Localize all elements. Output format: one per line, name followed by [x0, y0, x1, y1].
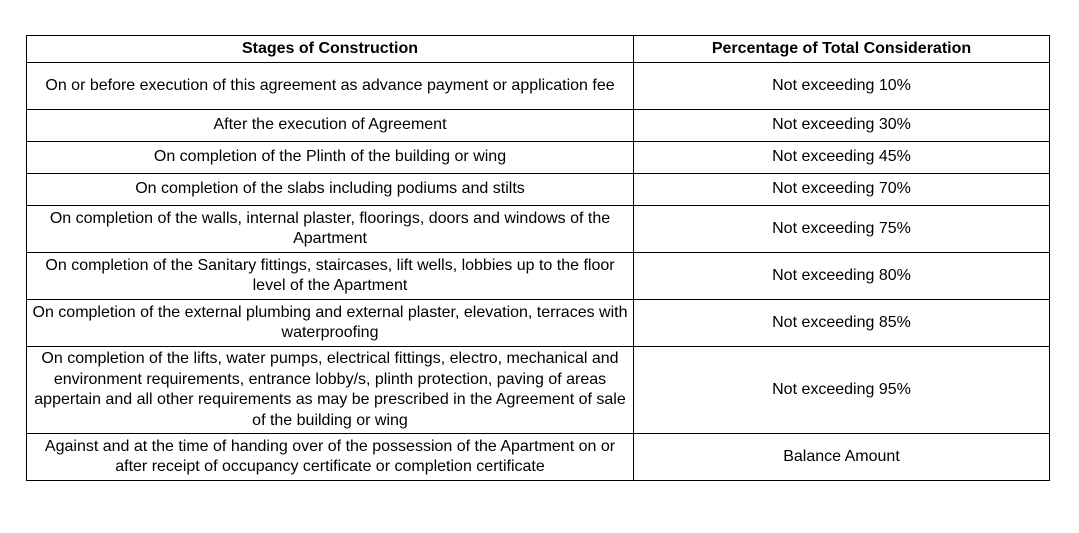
stage-cell: Against and at the time of handing over of the possession of the Apartment on or after receipt of occupancy certificate or completion certificate: [27, 434, 634, 481]
percentage-cell: Not exceeding 10%: [634, 63, 1050, 110]
table-row: [27, 253, 1050, 300]
payment-schedule-table: [26, 35, 1050, 481]
stage-cell: On completion of the Plinth of the building or wing: [27, 142, 634, 174]
percentage-cell: Not exceeding 30%: [634, 110, 1050, 142]
percentage-cell: Balance Amount: [634, 434, 1050, 481]
stage-cell: On or before execution of this agreement as advance payment or application fee: [27, 63, 634, 110]
table-row: [27, 174, 1050, 206]
stage-cell: On completion of the lifts, water pumps, electrical fittings, electro, mechanical and environment requirements, entrance lobby/s, plinth protection, paving of areas appertain and all other requirements as may be prescribed in the Agreement of sale of the building or wing: [27, 347, 634, 434]
percentage-cell: Not exceeding 80%: [634, 253, 1050, 300]
table-row: [27, 206, 1050, 253]
table-row: [27, 300, 1050, 347]
table-row: [27, 434, 1050, 481]
table-row: [27, 110, 1050, 142]
percentage-cell: Not exceeding 70%: [634, 174, 1050, 206]
table-row: [27, 142, 1050, 174]
percentage-cell: Not exceeding 75%: [634, 206, 1050, 253]
stage-cell: On completion of the Sanitary fittings, staircases, lift wells, lobbies up to the floor level of the Apartment: [27, 253, 634, 300]
stage-cell: After the execution of Agreement: [27, 110, 634, 142]
header-percentage-of-total-consideration: Percentage of Total Consideration: [634, 36, 1050, 63]
stage-cell: On completion of the walls, internal plaster, floorings, doors and windows of the Apartment: [27, 206, 634, 253]
stage-cell: On completion of the slabs including podiums and stilts: [27, 174, 634, 206]
table-header-row: [27, 36, 1050, 63]
percentage-cell: Not exceeding 45%: [634, 142, 1050, 174]
table-row: [27, 63, 1050, 110]
percentage-cell: Not exceeding 85%: [634, 300, 1050, 347]
table-row: [27, 347, 1050, 434]
percentage-cell: Not exceeding 95%: [634, 347, 1050, 434]
header-stages-of-construction: Stages of Construction: [27, 36, 634, 63]
stage-cell: On completion of the external plumbing and external plaster, elevation, terraces with waterproofing: [27, 300, 634, 347]
